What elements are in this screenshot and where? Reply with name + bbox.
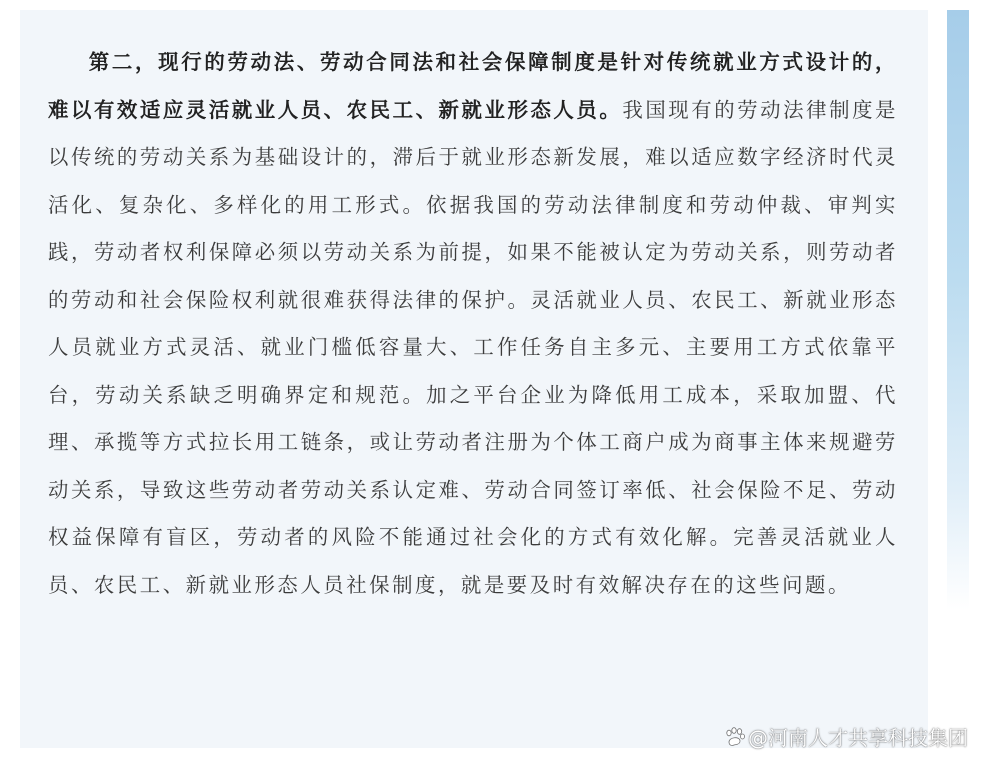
article-lead-bold: 第二，现行的劳动法、劳动合同法和社会保障制度是针对传统就业方式设计的，难以有效适应灵活就业人员、农民工、新就业形态人员。 <box>48 50 898 122</box>
paw-logo-icon <box>724 727 746 747</box>
article-body: 我国现有的劳动法律制度是以传统的劳动关系为基础设计的，滞后于就业形态新发展，难以适应数字经济时代灵活化、复杂化、多样化的用工形式。依据我国的劳动法律制度和劳动仲裁、审判实践，劳动者权利保障必须以劳动关系为前提，如果不能被认定为劳动关系，则劳动者的劳动和社会保险权利就很难获得法律的保护。灵活就业人员、农民工、新就业形态人员就业方式灵活、就业门槛低容量大、工作任务自主多元、主要用工方式依靠平台，劳动关系缺乏明确界定和规范。加之平台企业为降低用工成本，采取加盟、代理、承揽等方式拉长用工链条，或让劳动者注册为个体工商户成为商事主体来规避劳动关系，导致这些劳动者劳动关系认定难、劳动合同签订率低、社会保险不足、劳动权益保障有盲区，劳动者的风险不能通过社会化的方式有效化解。完善灵活就业人员、农民工、新就业形态人员社保制度，就是要及时有效解决存在的这些问题。 <box>48 97 898 598</box>
watermark <box>724 722 968 751</box>
watermark-text: @河南人才共享科技集团 <box>748 726 968 750</box>
article-paragraph <box>48 39 898 610</box>
decorative-side-bar <box>947 10 969 610</box>
